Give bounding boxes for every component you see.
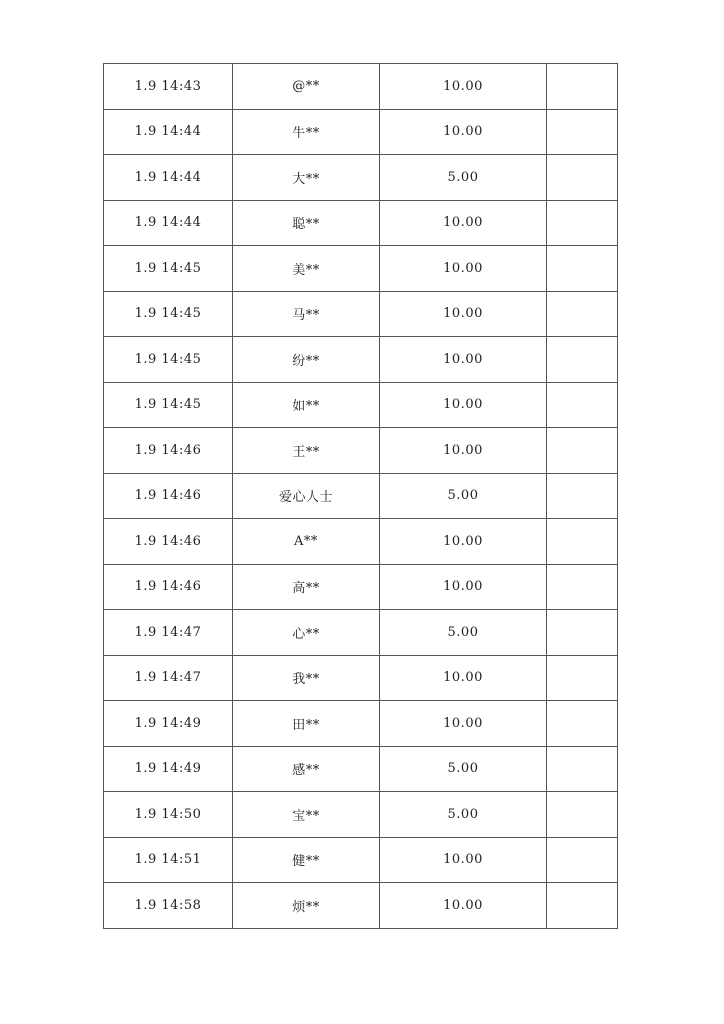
- amount-cell: 10.00: [380, 200, 547, 246]
- donation-table-body: [104, 64, 618, 929]
- note-cell: [547, 64, 618, 110]
- table-row: [104, 337, 618, 383]
- amount-cell: 10.00: [380, 246, 547, 292]
- table-row: [104, 837, 618, 883]
- note-cell: [547, 291, 618, 337]
- donor-name-cell: 田**: [233, 701, 380, 747]
- time-cell: 1.9 14:51: [104, 837, 233, 883]
- time-cell: 1.9 14:46: [104, 564, 233, 610]
- table-row: [104, 519, 618, 565]
- note-cell: [547, 746, 618, 792]
- time-cell: 1.9 14:47: [104, 655, 233, 701]
- time-cell: 1.9 14:46: [104, 428, 233, 474]
- table-row: [104, 473, 618, 519]
- donor-name-cell: 美**: [233, 246, 380, 292]
- time-cell: 1.9 14:49: [104, 746, 233, 792]
- amount-cell: 10.00: [380, 291, 547, 337]
- time-cell: 1.9 14:44: [104, 200, 233, 246]
- note-cell: [547, 246, 618, 292]
- time-cell: 1.9 14:45: [104, 291, 233, 337]
- amount-cell: 10.00: [380, 428, 547, 474]
- table-row: [104, 655, 618, 701]
- table-row: [104, 701, 618, 747]
- amount-cell: 5.00: [380, 473, 547, 519]
- note-cell: [547, 109, 618, 155]
- donor-name-cell: 高**: [233, 564, 380, 610]
- amount-cell: 10.00: [380, 655, 547, 701]
- note-cell: [547, 610, 618, 656]
- time-cell: 1.9 14:44: [104, 109, 233, 155]
- note-cell: [547, 473, 618, 519]
- donor-name-cell: 马**: [233, 291, 380, 337]
- table-row: [104, 883, 618, 929]
- amount-cell: 5.00: [380, 746, 547, 792]
- note-cell: [547, 155, 618, 201]
- time-cell: 1.9 14:46: [104, 473, 233, 519]
- table-row: [104, 564, 618, 610]
- note-cell: [547, 792, 618, 838]
- donor-name-cell: 聪**: [233, 200, 380, 246]
- amount-cell: 10.00: [380, 883, 547, 929]
- table-row: [104, 200, 618, 246]
- table-row: [104, 155, 618, 201]
- amount-cell: 10.00: [380, 64, 547, 110]
- note-cell: [547, 564, 618, 610]
- amount-cell: 10.00: [380, 109, 547, 155]
- donor-name-cell: 烦**: [233, 883, 380, 929]
- table-row: [104, 109, 618, 155]
- donor-name-cell: 心**: [233, 610, 380, 656]
- note-cell: [547, 200, 618, 246]
- note-cell: [547, 701, 618, 747]
- table-row: [104, 610, 618, 656]
- donor-name-cell: 纷**: [233, 337, 380, 383]
- note-cell: [547, 519, 618, 565]
- time-cell: 1.9 14:47: [104, 610, 233, 656]
- time-cell: 1.9 14:43: [104, 64, 233, 110]
- donor-name-cell: 大**: [233, 155, 380, 201]
- donor-name-cell: 感**: [233, 746, 380, 792]
- donor-name-cell: 宝**: [233, 792, 380, 838]
- amount-cell: 10.00: [380, 337, 547, 383]
- table-row: [104, 291, 618, 337]
- amount-cell: 10.00: [380, 837, 547, 883]
- table-row: [104, 428, 618, 474]
- amount-cell: 10.00: [380, 564, 547, 610]
- amount-cell: 10.00: [380, 701, 547, 747]
- time-cell: 1.9 14:44: [104, 155, 233, 201]
- amount-cell: 10.00: [380, 519, 547, 565]
- note-cell: [547, 382, 618, 428]
- time-cell: 1.9 14:45: [104, 246, 233, 292]
- table-row: [104, 382, 618, 428]
- note-cell: [547, 337, 618, 383]
- donor-name-cell: 王**: [233, 428, 380, 474]
- table-row: [104, 746, 618, 792]
- time-cell: 1.9 14:49: [104, 701, 233, 747]
- donor-name-cell: 我**: [233, 655, 380, 701]
- note-cell: [547, 428, 618, 474]
- amount-cell: 5.00: [380, 610, 547, 656]
- donor-name-cell: 爱心人士: [233, 473, 380, 519]
- donation-table: [103, 63, 618, 929]
- table-row: [104, 246, 618, 292]
- table-row: [104, 792, 618, 838]
- donor-name-cell: @**: [233, 64, 380, 110]
- donor-name-cell: A**: [233, 519, 380, 565]
- table-row: [104, 64, 618, 110]
- donor-name-cell: 如**: [233, 382, 380, 428]
- amount-cell: 5.00: [380, 155, 547, 201]
- donor-name-cell: 健**: [233, 837, 380, 883]
- note-cell: [547, 837, 618, 883]
- time-cell: 1.9 14:50: [104, 792, 233, 838]
- note-cell: [547, 655, 618, 701]
- time-cell: 1.9 14:46: [104, 519, 233, 565]
- time-cell: 1.9 14:45: [104, 382, 233, 428]
- amount-cell: 5.00: [380, 792, 547, 838]
- note-cell: [547, 883, 618, 929]
- amount-cell: 10.00: [380, 382, 547, 428]
- time-cell: 1.9 14:58: [104, 883, 233, 929]
- donor-name-cell: 牛**: [233, 109, 380, 155]
- time-cell: 1.9 14:45: [104, 337, 233, 383]
